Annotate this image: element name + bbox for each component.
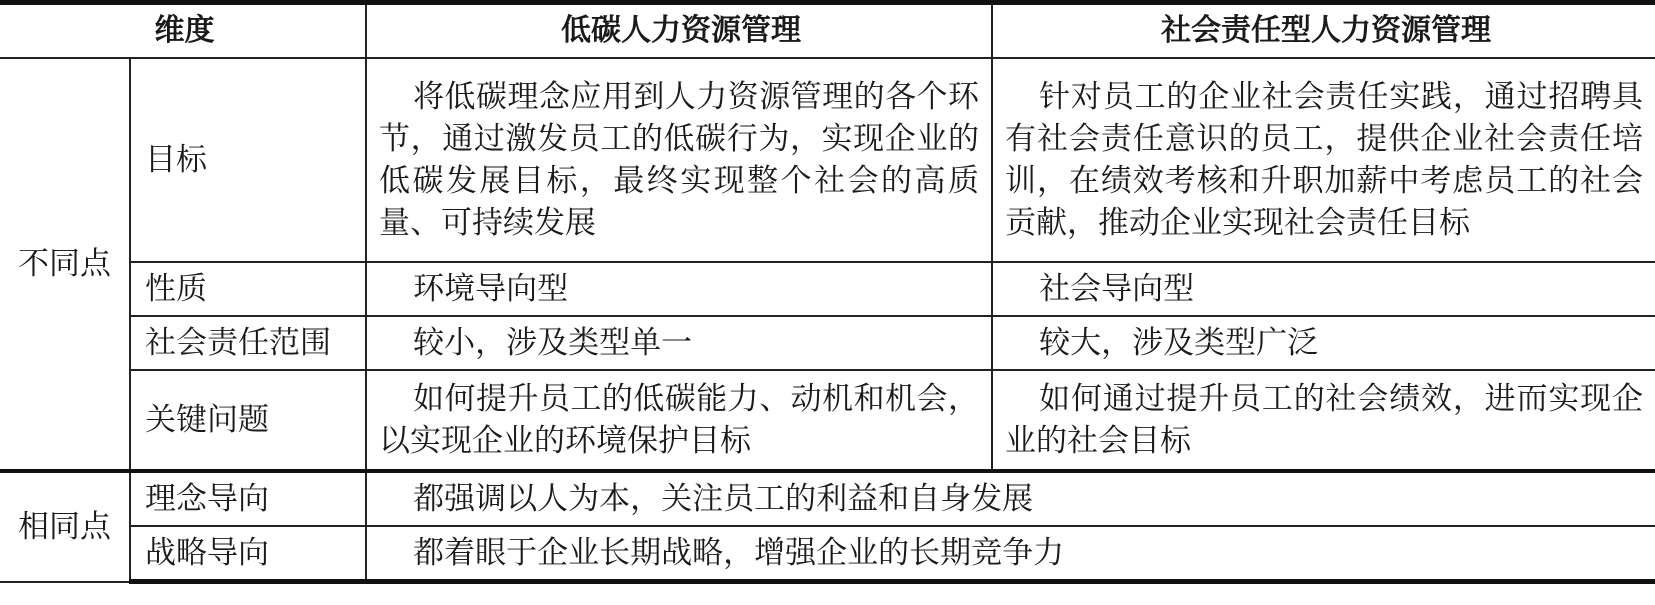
- table-row-nature: [0, 262, 1655, 316]
- cell-scope-low-carbon: 较小，涉及类型单一: [366, 316, 992, 370]
- table-row-scope: [0, 316, 1655, 370]
- cell-nature-csr: 社会导向型: [992, 262, 1655, 316]
- cell-key-issue-csr: 如何通过提升员工的社会绩效，进而实现企业的社会目标: [992, 370, 1655, 471]
- dimension-key-issue: 关键问题: [130, 370, 366, 471]
- cell-key-issue-low-carbon: 如何提升员工的低碳能力、动机和机会，以实现企业的环境保护目标: [366, 370, 992, 471]
- cell-scope-csr: 较大，涉及类型广泛: [992, 316, 1655, 370]
- cell-nature-low-carbon: 环境导向型: [366, 262, 992, 316]
- dimension-strategy: 战略导向: [130, 526, 366, 582]
- group-label-differences: 不同点: [0, 58, 130, 471]
- dimension-scope: 社会责任范围: [130, 316, 366, 370]
- cell-strategy-common: 都着眼于企业长期战略，增强企业的长期竞争力: [366, 526, 1655, 582]
- dimension-nature: 性质: [130, 262, 366, 316]
- table-row-strategy: [0, 526, 1655, 582]
- header-low-carbon-hrm: 低碳人力资源管理: [366, 3, 992, 59]
- cell-goal-low-carbon: 将低碳理念应用到人力资源管理的各个环节，通过激发员工的低碳行为，实现企业的低碳发展目标，最终实现整个社会的高质量、可持续发展: [366, 58, 992, 262]
- header-csr-hrm: 社会责任型人力资源管理: [992, 3, 1655, 59]
- cell-philosophy-common: 都强调以人为本，关注员工的利益和自身发展: [366, 471, 1655, 526]
- table-header-row: [0, 3, 1655, 59]
- table-row-key-issue: [0, 370, 1655, 471]
- table-row-goal: [0, 58, 1655, 262]
- header-dimension: 维度: [0, 3, 366, 59]
- table-row-philosophy: [0, 471, 1655, 526]
- group-label-similarities: 相同点: [0, 471, 130, 582]
- dimension-philosophy: 理念导向: [130, 471, 366, 526]
- dimension-goal: 目标: [130, 58, 366, 262]
- cell-goal-csr: 针对员工的企业社会责任实践，通过招聘具有社会责任意识的员工，提供企业社会责任培训，在绩效考核和升职加薪中考虑员工的社会贡献，推动企业实现社会责任目标: [992, 58, 1655, 262]
